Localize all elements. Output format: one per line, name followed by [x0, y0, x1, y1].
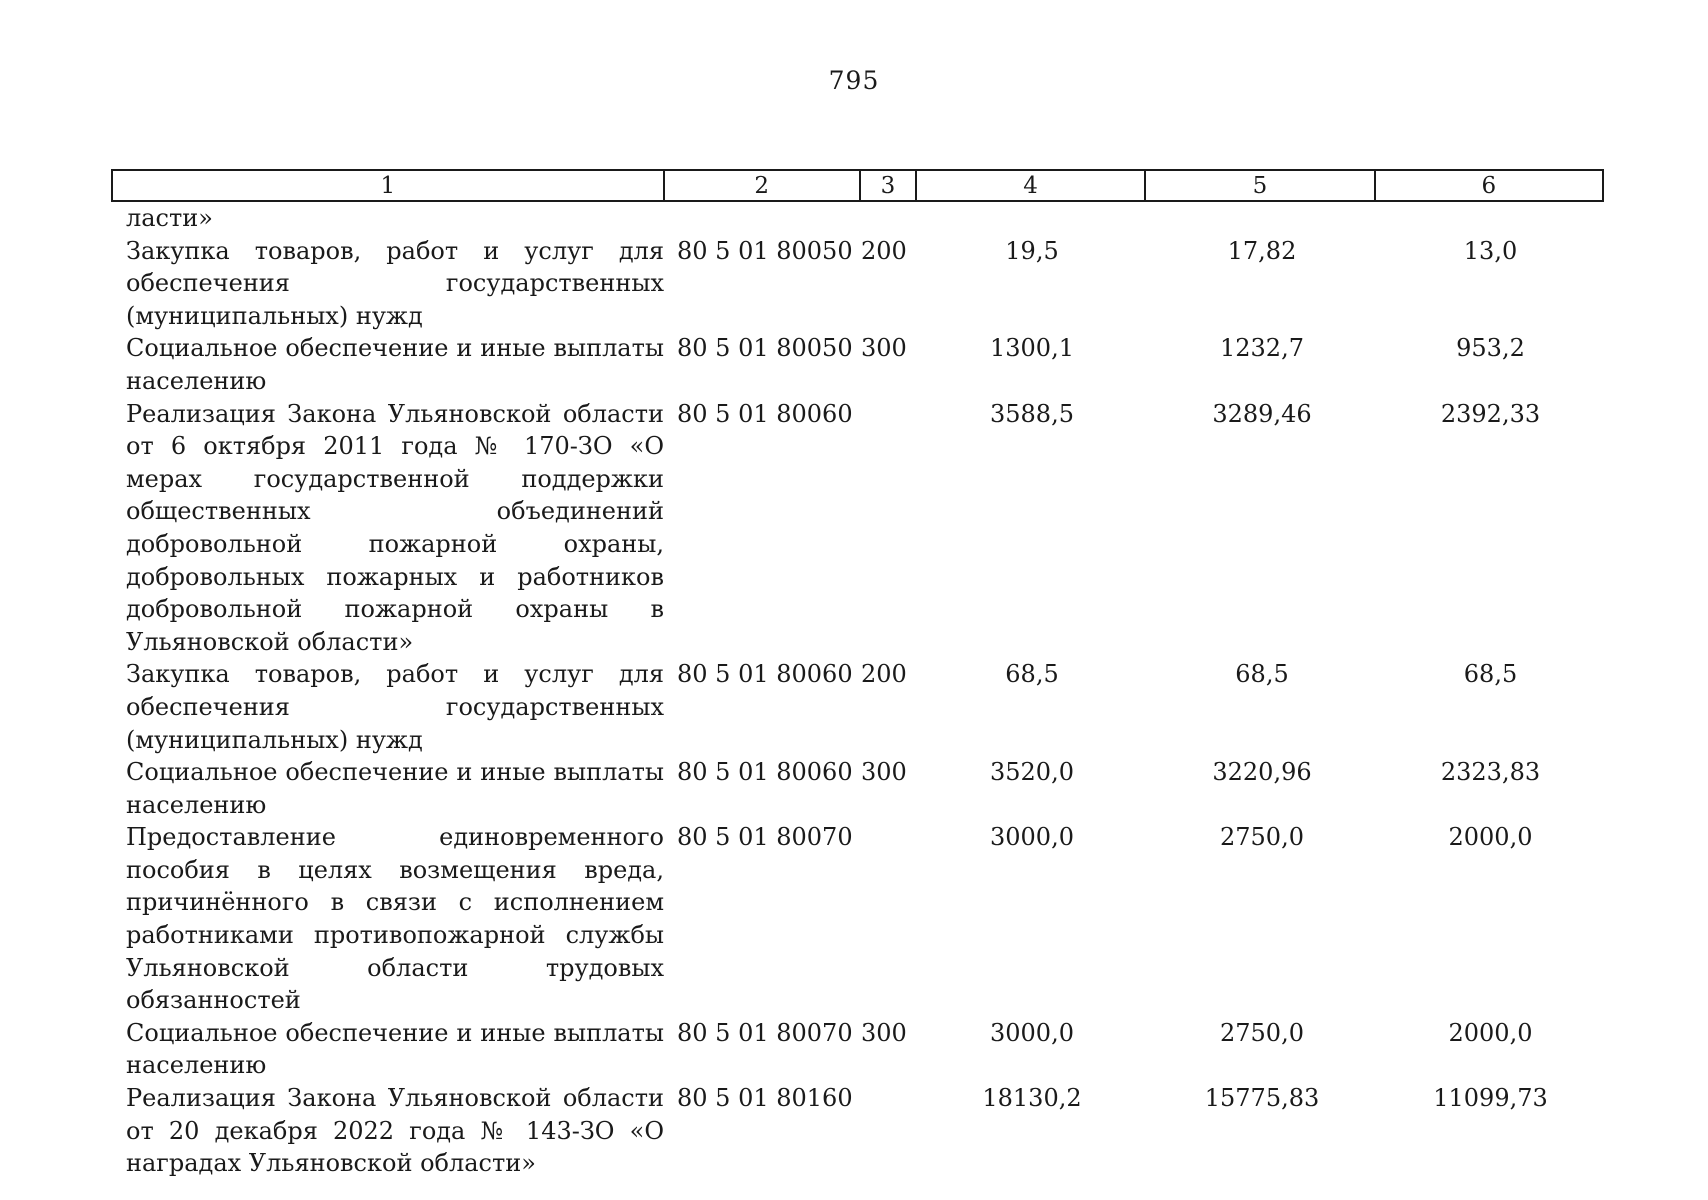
- table-row: [111, 658, 1604, 756]
- row-name: Социальное обеспечение и иные выплаты населению: [126, 1018, 664, 1080]
- column-header-6: 6: [1481, 173, 1497, 199]
- table-row: [111, 821, 1604, 1017]
- table-row: [111, 235, 1604, 333]
- row-value-6: 953,2: [1456, 334, 1525, 363]
- row-value-4: 18130,2: [982, 1084, 1082, 1113]
- row-value-5: 17,82: [1227, 236, 1297, 265]
- table-body: [111, 202, 1604, 1180]
- row-name: Реализация Закона Ульяновской области от 6 октября 2011 года № 170-ЗО «О мерах государственной поддержки общественных объединений добровольной пожарной охраны, добровольных пожарных и работников добровольной пожарной охраны в Ульяновской области»: [126, 399, 664, 656]
- row-value-4: 68,5: [1005, 660, 1059, 689]
- row-value-5: 3289,46: [1212, 399, 1312, 428]
- row-type: 200: [861, 236, 907, 265]
- row-name: ласти»: [126, 204, 213, 232]
- row-type: [861, 821, 917, 1017]
- column-header-4: 4: [917, 171, 1146, 200]
- row-value-6: 2323,83: [1440, 758, 1541, 787]
- row-type: [861, 1082, 917, 1180]
- row-value-6: 2000,0: [1448, 1018, 1533, 1047]
- row-value-4: 1300,1: [990, 334, 1074, 363]
- row-value-5: 15775,83: [1204, 1084, 1320, 1113]
- row-code: 80 5 01 80050: [677, 236, 853, 265]
- row-value-5: 2750,0: [1220, 1018, 1304, 1047]
- row-value-5: 3220,96: [1212, 758, 1312, 787]
- row-value-6: [1377, 202, 1604, 235]
- row-value-5: 68,5: [1235, 660, 1289, 689]
- table-row: [111, 398, 1604, 659]
- table-row: [111, 1082, 1604, 1180]
- row-code: 80 5 01 80050: [677, 334, 853, 363]
- row-value-6: 2000,0: [1448, 823, 1533, 852]
- row-value-6: 13,0: [1463, 236, 1518, 265]
- row-name: Социальное обеспечение и иные выплаты населению: [126, 758, 664, 819]
- table-row: [111, 332, 1604, 397]
- row-value-5: 1232,7: [1220, 334, 1304, 363]
- row-type: 300: [861, 1018, 907, 1047]
- column-header-3: 3: [861, 171, 917, 200]
- row-value-4: [917, 202, 1147, 235]
- table-header-row: [111, 169, 1604, 202]
- row-type: [861, 398, 917, 659]
- row-value-6: 2392,33: [1440, 399, 1541, 428]
- row-name: Предоставление единовременного пособия в целях возмещения вреда, причинённого в связи с исполнением работниками противопожарной службы Ульяновской области трудовых обязанностей: [126, 823, 664, 1015]
- row-code: 80 5 01 80060: [677, 399, 853, 428]
- row-name: Реализация Закона Ульяновской области от 20 декабря 2022 года № 143-ЗО «О наградах Ульяновской области»: [126, 1084, 664, 1178]
- row-value-4: 3000,0: [990, 1018, 1074, 1047]
- table-row: [111, 1017, 1604, 1082]
- column-header-5: 5: [1146, 171, 1375, 200]
- table-row: [111, 756, 1604, 821]
- row-code: 80 5 01 80060: [677, 660, 853, 689]
- column-header-1: 1: [113, 171, 665, 200]
- row-value-6: 68,5: [1463, 660, 1518, 689]
- row-value-6: 11099,73: [1433, 1084, 1548, 1113]
- column-header-2: 2: [665, 171, 861, 200]
- row-value-4: 19,5: [1005, 236, 1059, 265]
- row-value-4: 3588,5: [990, 399, 1074, 428]
- row-code: [664, 202, 861, 235]
- row-name: Закупка товаров, работ и услуг для обеспечения государственных (муниципальных) нужд: [126, 660, 664, 754]
- row-code: 80 5 01 80070: [677, 823, 853, 852]
- row-name: Закупка товаров, работ и услуг для обеспечения государственных (муниципальных) нужд: [126, 236, 664, 330]
- table-row: [111, 202, 1604, 235]
- row-type: [861, 202, 917, 235]
- row-code: 80 5 01 80160: [677, 1084, 853, 1113]
- row-type: 300: [861, 758, 907, 787]
- row-type: 300: [861, 334, 907, 363]
- row-value-5: 2750,0: [1220, 823, 1304, 852]
- row-code: 80 5 01 80060: [677, 758, 853, 787]
- row-value-5: [1147, 202, 1377, 235]
- row-type: 200: [861, 660, 907, 689]
- row-value-4: 3520,0: [990, 758, 1074, 787]
- page-number: 795: [828, 66, 880, 95]
- row-code: 80 5 01 80070: [677, 1018, 853, 1047]
- row-name: Социальное обеспечение и иные выплаты населению: [126, 334, 664, 395]
- row-value-4: 3000,0: [990, 823, 1074, 852]
